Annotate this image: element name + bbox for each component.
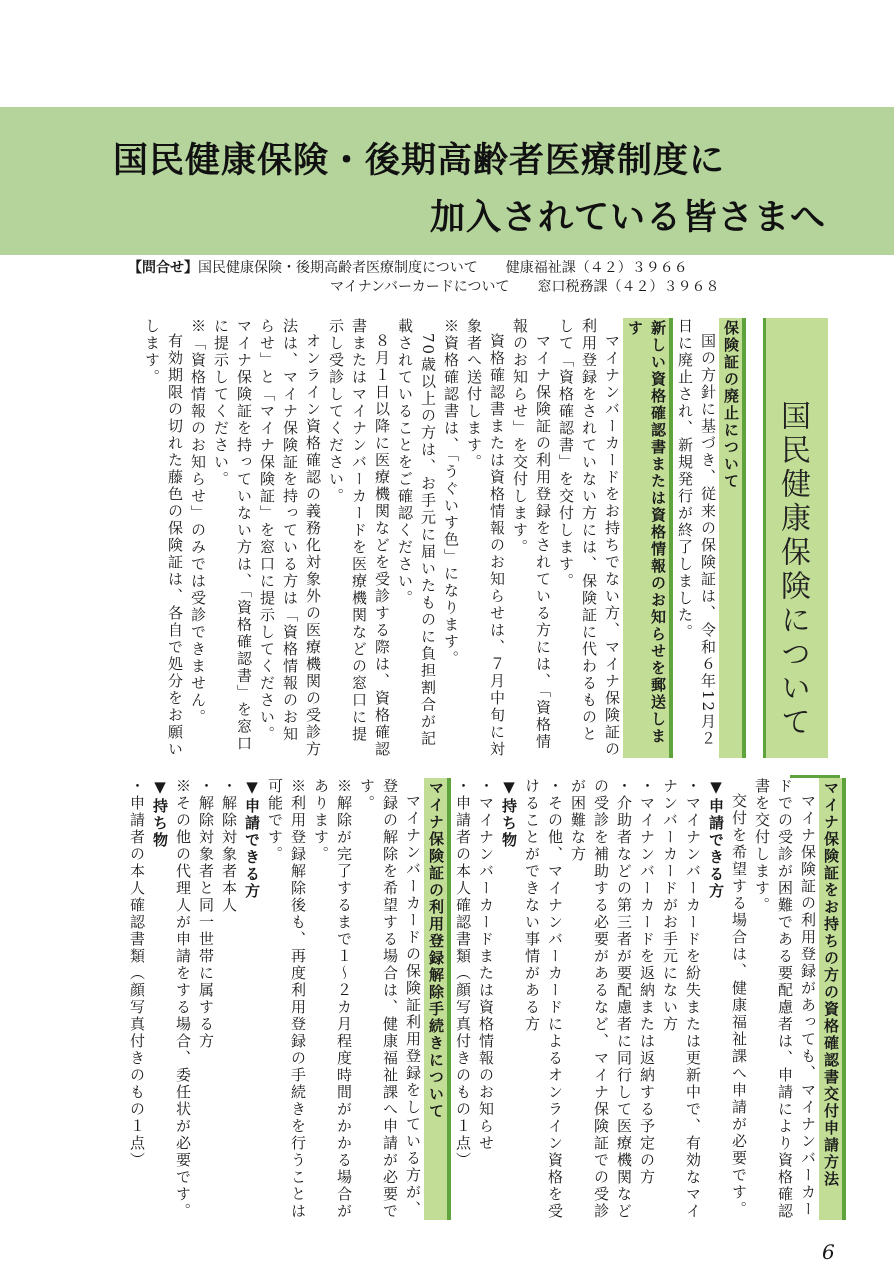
- list-item: ・介助者などの第三者が要配慮者に同行して医療機関などの受診を補助する必要があるなど、マイナ保険証での受診が困難な方: [569, 778, 633, 1220]
- paragraph: 有効期限の切れた藤色の保険証は、各自で処分をお願いします。: [143, 318, 184, 758]
- subheading-eligible: ▼申請できる方: [707, 778, 725, 900]
- paragraph: マイナンバーカードをお持ちでない方、マイナ保険証の利用登録をされていない方には、保険証に代わるものとして「資格確認書」を交付します。: [557, 318, 621, 758]
- section-heading-abolition: 保険証の廃止について: [719, 318, 746, 758]
- paragraph: 資格確認書または資格情報のお知らせは、７月中旬に対象者へ送付します。: [465, 318, 506, 758]
- paragraph: マイナ保険証の利用登録をされている方には、「資格情報のお知らせ」を交付します。: [511, 318, 552, 751]
- section-heading-new-certificate: 新しい資格確認書または資格情報のお知らせを郵送します: [623, 318, 673, 758]
- paragraph: マイナ保険証の利用登録があっても、マイナンバーカードでの受診が困難である要配慮者は、申請により資格確認書を交付します。: [753, 778, 817, 1220]
- page-title-line1: 国民健康保険・後期高齢者医療制度に: [113, 141, 726, 181]
- section-upper: [84, 318, 746, 758]
- list-item: ・申請者の本人確認書類（顔写真付きのもの１点）: [128, 778, 146, 1169]
- contact-info: [128, 259, 719, 297]
- subheading-eligible: ▼申請できる方: [243, 778, 261, 900]
- list-item: ・マイナンバーカードまたは資格情報のお知らせ: [477, 778, 495, 1152]
- section-heading-certificate-application: マイナ保険証をお持ちの方の資格確認書交付申請方法: [819, 778, 846, 1220]
- list-item: ・申請者の本人確認書類（顔写真付きのもの１点）: [454, 778, 472, 1169]
- paragraph: ８月１日以降に医療機関などを受診する際は、資格確認書またはマイナンバーカードを医療機関などの窓口に提示し受診してください。: [327, 318, 391, 758]
- page-title-line2: 加入されている皆さまへ: [430, 198, 827, 238]
- list-item: ・その他、マイナンバーカードによるオンライン資格を受けることができない事情がある方: [523, 778, 564, 1220]
- side-title: 国民健康保険について: [775, 400, 810, 740]
- subheading-belongings: ▼持ち物: [500, 778, 518, 849]
- paragraph: マイナンバーカードの保険証利用登録をしている方が、登録の解除を希望する場合は、健康福祉課へ申請が必要です。: [358, 778, 422, 1220]
- paragraph: オンライン資格確認の義務化対象外の医療機関の受診方法は、マイナ保険証を持っている方は「資格情報のお知らせ」と「マイナ保険証」を窓口に提示してください。マイナ保険証を持っていない方は、「資格確認書」を窓口に提示してください。: [212, 318, 322, 758]
- paragraph: 70歳以上の方は、お手元に届いたものに負担割合が記載されていることをご確認ください。: [396, 318, 437, 748]
- list-item: ・解除対象者と同一世帯に属する方: [197, 778, 215, 1050]
- paragraph: 国の方針に基づき、従来の保険証は、令和６年12月２日に廃止され、新規発行が終了しました。: [676, 318, 717, 748]
- subheading-belongings: ▼持ち物: [151, 778, 169, 849]
- note: ※資格確認書は、「うぐいす色」になります。: [442, 318, 460, 668]
- list-item: ・マイナンバーカードを紛失または更新中で、有効なマイナンバーカードがお手元にない方: [661, 778, 702, 1220]
- section-heading-registration-cancel: マイナ保険証の利用登録解除手続きについて: [424, 778, 451, 1220]
- note: ※「資格情報のお知らせ」のみでは受診できません。: [189, 318, 207, 726]
- note: ※その他の代理人が申請をする場合、委任状が必要です。: [174, 778, 192, 1220]
- list-item: ・解除対象者本人: [220, 778, 238, 914]
- contact-line-1: 国民健康保険・後期高齢者医療制度について 健康福祉課（４２）３９６６: [198, 260, 688, 276]
- contact-line-2: マイナンバーカードについて 窓口税務課（４２）３９６８: [330, 279, 720, 295]
- paragraph: 交付を希望する場合は、健康福祉課へ申請が必要です。: [730, 793, 748, 1218]
- note: ※解除が完了するまで１～２カ月程度時間がかかる場合があります。: [312, 778, 353, 1220]
- contact-tag: 【問合せ】: [128, 260, 198, 276]
- list-item: ・マイナンバーカードを返納または返納する予定の方: [638, 778, 656, 1186]
- note: ※利用登録解除後も、再度利用登録の手続きを行うことは可能です。: [266, 778, 307, 1220]
- section-lower: [84, 778, 846, 1220]
- page-number: 6: [822, 1240, 835, 1264]
